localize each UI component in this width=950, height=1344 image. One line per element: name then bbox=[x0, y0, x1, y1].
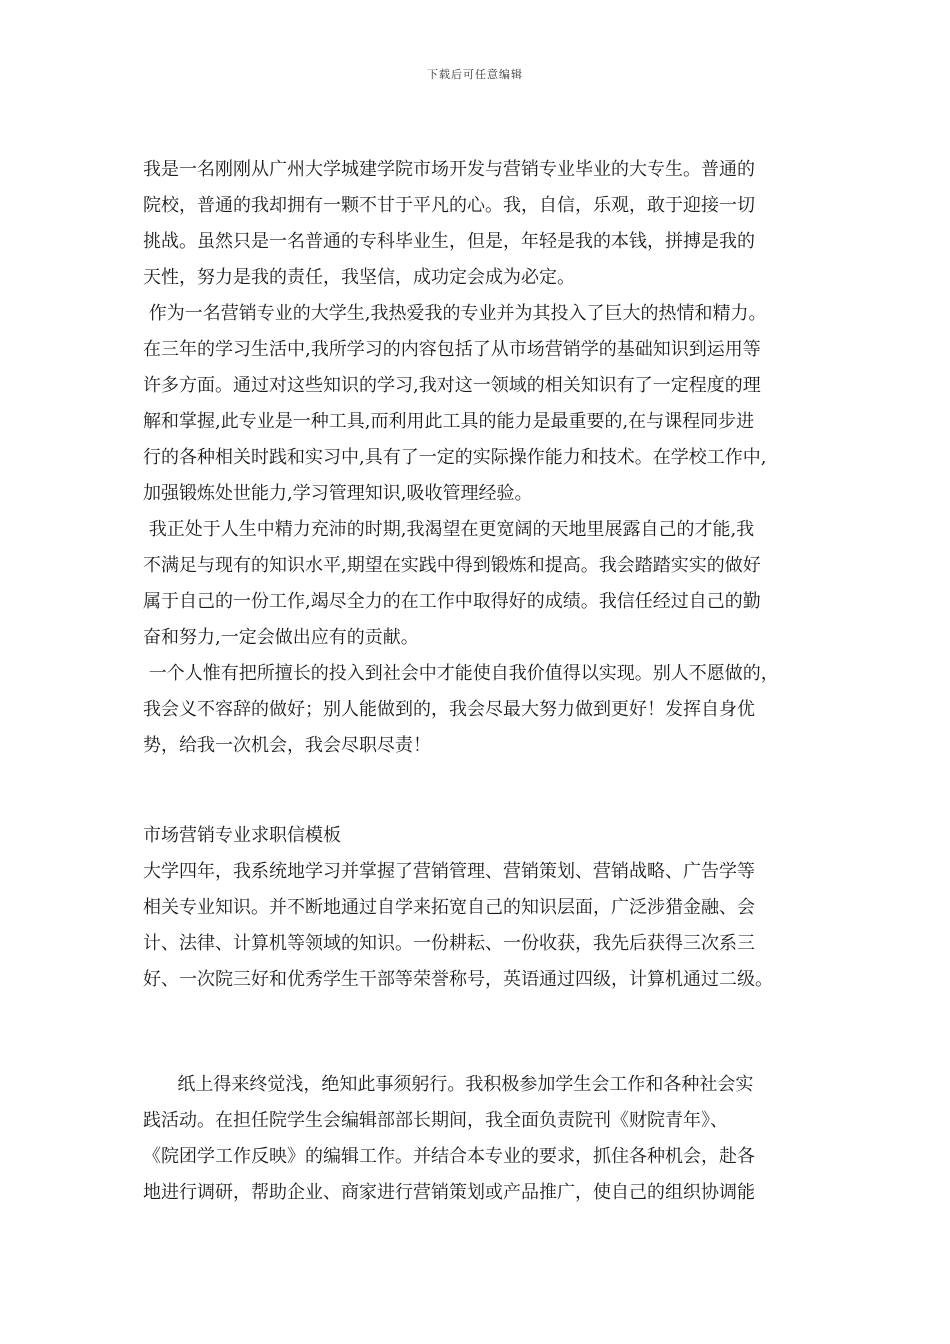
body-line: 加强锻炼处世能力,学习管理知识,吸收管理经验。 bbox=[143, 483, 533, 504]
body-line: 挑战。虽然只是一名普通的专科毕业生，但是，年轻是我的本钱，拼搏是我的 bbox=[143, 231, 755, 252]
section-block bbox=[143, 818, 823, 998]
section-line: 大学四年，我系统地学习并掌握了营销管理、营销策划、营销战略、广告学等 bbox=[143, 861, 755, 882]
closing-line: 《院团学工作反映》的编辑工作。并结合本专业的要求，抓住各种机会，赴各 bbox=[143, 1146, 755, 1167]
body-line: 属于自己的一份工作,竭尽全力的在工作中取得好的成绩。我信任经过自己的勤 bbox=[143, 591, 761, 612]
section-title: 市场营销专业求职信模板 bbox=[143, 825, 341, 846]
section-line: 相关专业知识。并不断地通过自学来拓宽自己的知识层面，广泛涉猎金融、会 bbox=[143, 897, 755, 918]
closing-paragraph bbox=[143, 1067, 823, 1211]
body-line: 作为一名营销专业的大学生,我热爱我的专业并为其投入了巨大的热情和精力。 bbox=[143, 303, 767, 324]
body-line: 势，给我一次机会，我会尽职尽责！ bbox=[143, 735, 431, 756]
body-line: 我正处于人生中精力充沛的时期,我渴望在更宽阔的天地里展露自己的才能,我 bbox=[143, 519, 755, 540]
body-line: 在三年的学习生活中,我所学习的内容包括了从市场营销学的基础知识到运用等 bbox=[143, 339, 761, 360]
body-text bbox=[143, 152, 823, 764]
body-line: 解和掌握,此专业是一种工具,而利用此工具的能力是最重要的,在与课程同步进 bbox=[143, 411, 755, 432]
body-line: 院校，普通的我却拥有一颗不甘于平凡的心。我，自信，乐观，敢于迎接一切 bbox=[143, 195, 755, 216]
body-line: 我会义不容辞的做好；别人能做到的，我会尽最大努力做到更好！发挥自身优 bbox=[143, 699, 755, 720]
body-line: 行的各种相关时践和实习中,具有了一定的实际操作能力和技术。在学校工作中, bbox=[143, 447, 767, 468]
body-line: 我是一名刚刚从广州大学城建学院市场开发与营销专业毕业的大专生。普通的 bbox=[143, 159, 755, 180]
closing-line: 地进行调研，帮助企业、商家进行营销策划或产品推广，使自己的组织协调能 bbox=[143, 1182, 755, 1203]
body-line: 许多方面。通过对这些知识的学习,我对这一领域的相关知识有了一定程度的理 bbox=[143, 375, 761, 396]
header-note: 下载后可任意编辑 bbox=[427, 68, 523, 81]
section-line: 好、一次院三好和优秀学生干部等荣誉称号，英语通过四级，计算机通过二级。 bbox=[143, 969, 773, 990]
body-line: 奋和努力,一定会做出应有的贡献。 bbox=[143, 627, 419, 648]
closing-line: 践活动。在担任院学生会编辑部部长期间，我全面负责院刊《财院青年》、 bbox=[143, 1110, 728, 1131]
body-line: 天性，努力是我的责任，我坚信，成功定会成为必定。 bbox=[143, 267, 575, 288]
closing-line: 纸上得来终觉浅，绝知此事须躬行。我积极参加学生会工作和各种社会实 bbox=[143, 1074, 754, 1095]
section-line: 计、法律、计算机等领域的知识。一份耕耘、一份收获，我先后获得三次系三 bbox=[143, 933, 755, 954]
body-line: 不满足与现有的知识水平,期望在实践中得到锻炼和提高。我会踏踏实实的做好 bbox=[143, 555, 761, 576]
body-line: 一个人惟有把所擅长的投入到社会中才能使自我价值得以实现。别人不愿做的， bbox=[143, 663, 779, 684]
